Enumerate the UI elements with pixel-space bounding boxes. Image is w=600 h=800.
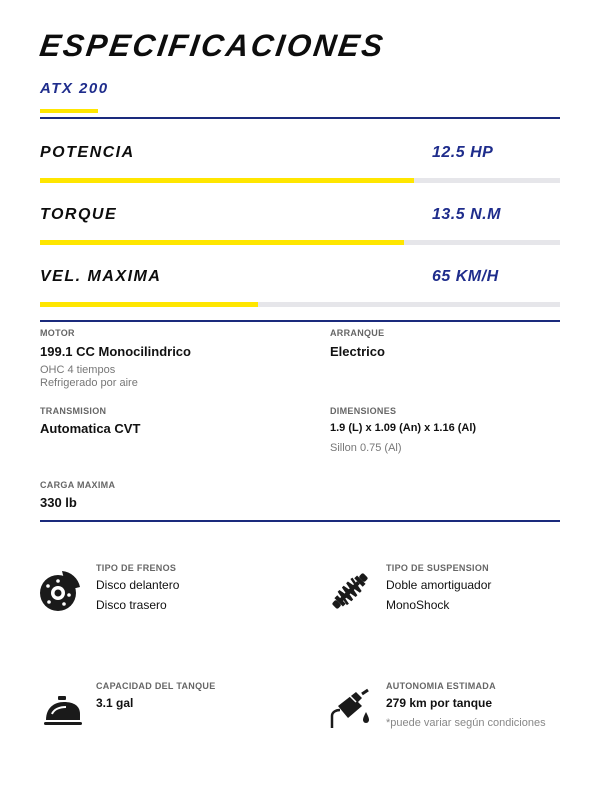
divider (40, 320, 560, 322)
perf-bar-torque (40, 240, 560, 245)
fuel-pump-icon (328, 686, 372, 730)
spec-value-carga: 330 lb (40, 495, 77, 510)
feature-note-autonomia: *puede variar según condiciones (386, 717, 546, 729)
fuel-tank-icon (42, 690, 86, 734)
shock-absorber-icon (328, 569, 372, 613)
spec-note-motor-2: Refrigerado por aire (40, 377, 138, 389)
model-underline (40, 109, 98, 113)
spec-note-dimensiones: Sillon 0.75 (Al) (330, 442, 402, 454)
perf-label-potencia: POTENCIA (40, 144, 135, 161)
perf-bar-fill (40, 302, 258, 307)
divider (40, 117, 560, 119)
feature-value-autonomia: 279 km por tanque (386, 696, 493, 710)
feature-value-suspension-2: MonoShock (386, 598, 450, 612)
perf-value-velocidad: 65 KM/H (432, 268, 499, 285)
perf-bar-potencia (40, 178, 560, 183)
perf-value-potencia: 12.5 HP (432, 144, 494, 161)
feature-key-autonomia: AUTONOMIA ESTIMADA (386, 681, 496, 691)
perf-bar-fill (40, 240, 404, 245)
spec-key-motor: MOTOR (40, 328, 75, 338)
page-title: ESPECIFICACIONES (37, 28, 388, 63)
feature-value-suspension-1: Doble amortiguador (386, 578, 492, 592)
spec-key-arranque: ARRANQUE (330, 328, 385, 338)
perf-label-velocidad: VEL. MAXIMA (40, 268, 162, 285)
perf-bar-fill (40, 178, 414, 183)
feature-key-frenos: TIPO DE FRENOS (96, 563, 177, 573)
feature-value-frenos-1: Disco delantero (96, 578, 180, 592)
feature-key-tanque: CAPACIDAD DEL TANQUE (96, 681, 216, 691)
perf-label-torque: TORQUE (40, 206, 118, 223)
spec-value-motor: 199.1 CC Monocilindrico (40, 344, 191, 359)
divider (40, 520, 560, 522)
perf-value-torque: 13.5 N.M (432, 206, 501, 223)
feature-value-tanque: 3.1 gal (96, 696, 134, 710)
spec-note-motor-1: OHC 4 tiempos (40, 364, 116, 376)
perf-bar-velocidad (40, 302, 560, 307)
feature-value-frenos-2: Disco trasero (96, 598, 167, 612)
brake-disc-icon (38, 569, 82, 613)
spec-value-arranque: Electrico (330, 344, 385, 359)
spec-key-carga: CARGA MAXIMA (40, 480, 116, 490)
spec-key-transmision: TRANSMISION (40, 406, 107, 416)
spec-value-dimensiones: 1.9 (L) x 1.09 (An) x 1.16 (Al) (330, 422, 477, 434)
spec-key-dimensiones: DIMENSIONES (330, 406, 397, 416)
model-name: ATX 200 (40, 80, 109, 97)
spec-value-transmision: Automatica CVT (40, 421, 141, 436)
feature-key-suspension: TIPO DE SUSPENSION (386, 563, 489, 573)
